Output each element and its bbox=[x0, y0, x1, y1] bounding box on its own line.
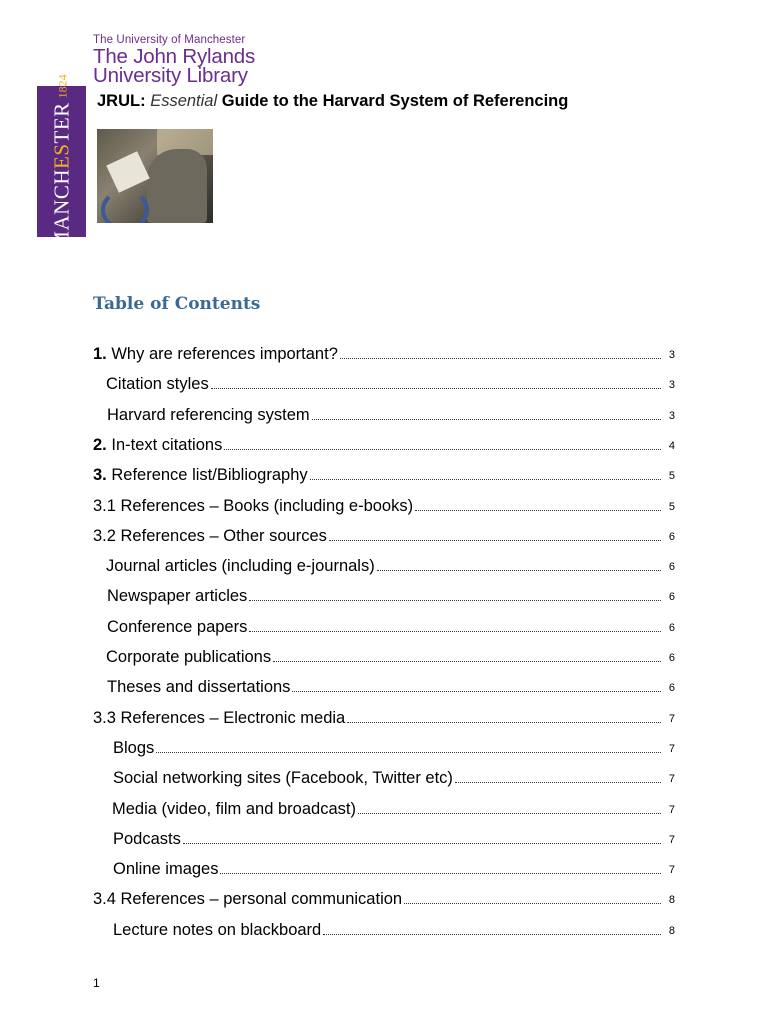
toc-dot-leader bbox=[340, 358, 661, 359]
toc-entry[interactable] bbox=[107, 395, 675, 425]
toc-dot-leader bbox=[249, 600, 661, 601]
toc-page-number: 6 bbox=[668, 591, 675, 604]
toc-page-number: 3 bbox=[668, 409, 675, 422]
toc-entry-label: Media (video, film and broadcast) bbox=[112, 799, 356, 818]
toc-dot-leader bbox=[273, 661, 661, 662]
toc-page-number: 3 bbox=[668, 379, 675, 392]
toc-dot-leader bbox=[292, 691, 661, 692]
toc-entry[interactable] bbox=[113, 819, 675, 849]
toc-dot-leader bbox=[404, 903, 661, 904]
toc-dot-leader bbox=[211, 388, 661, 389]
toc-entry[interactable] bbox=[112, 789, 675, 819]
manchester-sidebar bbox=[37, 73, 86, 250]
toc-dot-leader bbox=[224, 449, 661, 450]
toc-entry[interactable] bbox=[93, 879, 675, 909]
document-title: JRUL: Essential Guide to the Harvard System of Referencing bbox=[97, 92, 569, 110]
toc-dot-leader bbox=[156, 752, 661, 753]
toc-dot-leader bbox=[329, 540, 661, 541]
toc-page-number: 6 bbox=[668, 682, 675, 695]
toc-entry-label: Newspaper articles bbox=[107, 587, 248, 606]
toc-entry[interactable] bbox=[106, 546, 675, 576]
toc-dot-leader bbox=[323, 934, 661, 935]
toc-page-number: 8 bbox=[668, 924, 675, 937]
toc-entry-number: 2. bbox=[93, 435, 107, 454]
toc-page-number: 6 bbox=[668, 561, 675, 574]
toc-page-number: 7 bbox=[668, 742, 675, 755]
toc-page-number: 8 bbox=[668, 894, 675, 907]
toc-page-number: 7 bbox=[668, 712, 675, 725]
toc-page-number: 6 bbox=[668, 652, 675, 664]
toc-entry-label: 3.2 References – Other sources bbox=[93, 526, 327, 545]
toc-entry[interactable] bbox=[106, 364, 675, 394]
toc-dot-leader bbox=[220, 873, 661, 874]
toc-dot-leader bbox=[312, 419, 661, 420]
toc-page-number: 7 bbox=[668, 833, 675, 846]
manchester-year: 1824 bbox=[54, 73, 69, 98]
toc-entry-label: 1. Why are references important? bbox=[93, 345, 338, 363]
toc-page-number: 7 bbox=[668, 773, 675, 786]
toc-page-number: 4 bbox=[668, 439, 675, 452]
toc-entry[interactable] bbox=[93, 425, 675, 455]
toc-dot-leader bbox=[347, 722, 661, 723]
toc-entry[interactable] bbox=[93, 334, 675, 364]
toc-entry[interactable] bbox=[106, 637, 675, 667]
toc-page-number: 6 bbox=[668, 530, 675, 543]
toc-dot-leader bbox=[358, 813, 661, 814]
toc-entry[interactable] bbox=[93, 455, 675, 485]
toc-entry-label: 3.3 References – Electronic media bbox=[93, 708, 346, 727]
toc-page-number: 7 bbox=[668, 864, 675, 877]
toc-entry[interactable] bbox=[107, 667, 675, 697]
toc-entry[interactable] bbox=[93, 486, 675, 516]
toc-entry-label: Online images bbox=[113, 860, 219, 879]
toc-entry-number: 3. bbox=[93, 466, 107, 485]
toc-page-number: 5 bbox=[668, 470, 675, 483]
toc-entry[interactable] bbox=[113, 910, 675, 940]
toc-entry[interactable] bbox=[113, 758, 675, 788]
cover-photo bbox=[97, 129, 213, 223]
library-logo bbox=[93, 34, 255, 85]
toc-dot-leader bbox=[249, 631, 661, 632]
toc-entry[interactable] bbox=[107, 607, 675, 637]
toc-entry-label: Lecture notes on blackboard bbox=[113, 920, 322, 939]
toc-entry-label: 3. Reference list/Bibliography bbox=[93, 466, 308, 485]
toc-dot-leader bbox=[377, 570, 661, 571]
toc-page-number: 6 bbox=[668, 621, 675, 634]
page-number: 1 bbox=[93, 976, 100, 990]
toc-entry-number: 1. bbox=[93, 345, 107, 363]
toc-dot-leader bbox=[310, 479, 661, 480]
logo-line2: University Library bbox=[93, 64, 248, 87]
toc-entry[interactable] bbox=[93, 698, 675, 728]
toc-page-number: 7 bbox=[668, 803, 675, 816]
toc-entry-label: 3.1 References – Books (including e-books) bbox=[93, 496, 414, 515]
toc-entry-label: Theses and dissertations bbox=[107, 678, 291, 697]
toc-entry-label: Citation styles bbox=[106, 375, 209, 394]
toc-dot-leader bbox=[455, 782, 661, 783]
toc-entry[interactable] bbox=[113, 849, 675, 879]
toc-entry[interactable] bbox=[93, 516, 675, 546]
toc-entry-label: Podcasts bbox=[113, 829, 181, 848]
toc-entry[interactable] bbox=[113, 728, 675, 758]
manchester-wordmark: MANCHESTER bbox=[49, 101, 73, 250]
logo-university: The University of Manchester bbox=[93, 34, 246, 46]
toc-page-number: 5 bbox=[668, 500, 675, 513]
toc-entry-label: 2. In-text citations bbox=[93, 435, 223, 454]
toc-dot-leader bbox=[415, 510, 661, 511]
toc-entry-label: Harvard referencing system bbox=[107, 405, 310, 424]
toc-entry-label: 3.4 References – personal communication bbox=[93, 890, 403, 909]
toc-dot-leader bbox=[183, 843, 661, 844]
toc-entry-label: Blogs bbox=[113, 738, 155, 757]
toc-entry-label: Social networking sites (Facebook, Twitter etc) bbox=[113, 769, 453, 788]
toc-entry-label: Corporate publications bbox=[106, 648, 272, 666]
logo-line1: The John Rylands bbox=[93, 45, 256, 68]
toc-entry[interactable] bbox=[107, 576, 675, 606]
toc-entry-label: Journal articles (including e-journals) bbox=[106, 557, 375, 576]
toc-heading: Table of Contents bbox=[93, 294, 261, 314]
toc-page-number: 3 bbox=[668, 349, 675, 361]
toc-entry-label: Conference papers bbox=[107, 617, 248, 636]
